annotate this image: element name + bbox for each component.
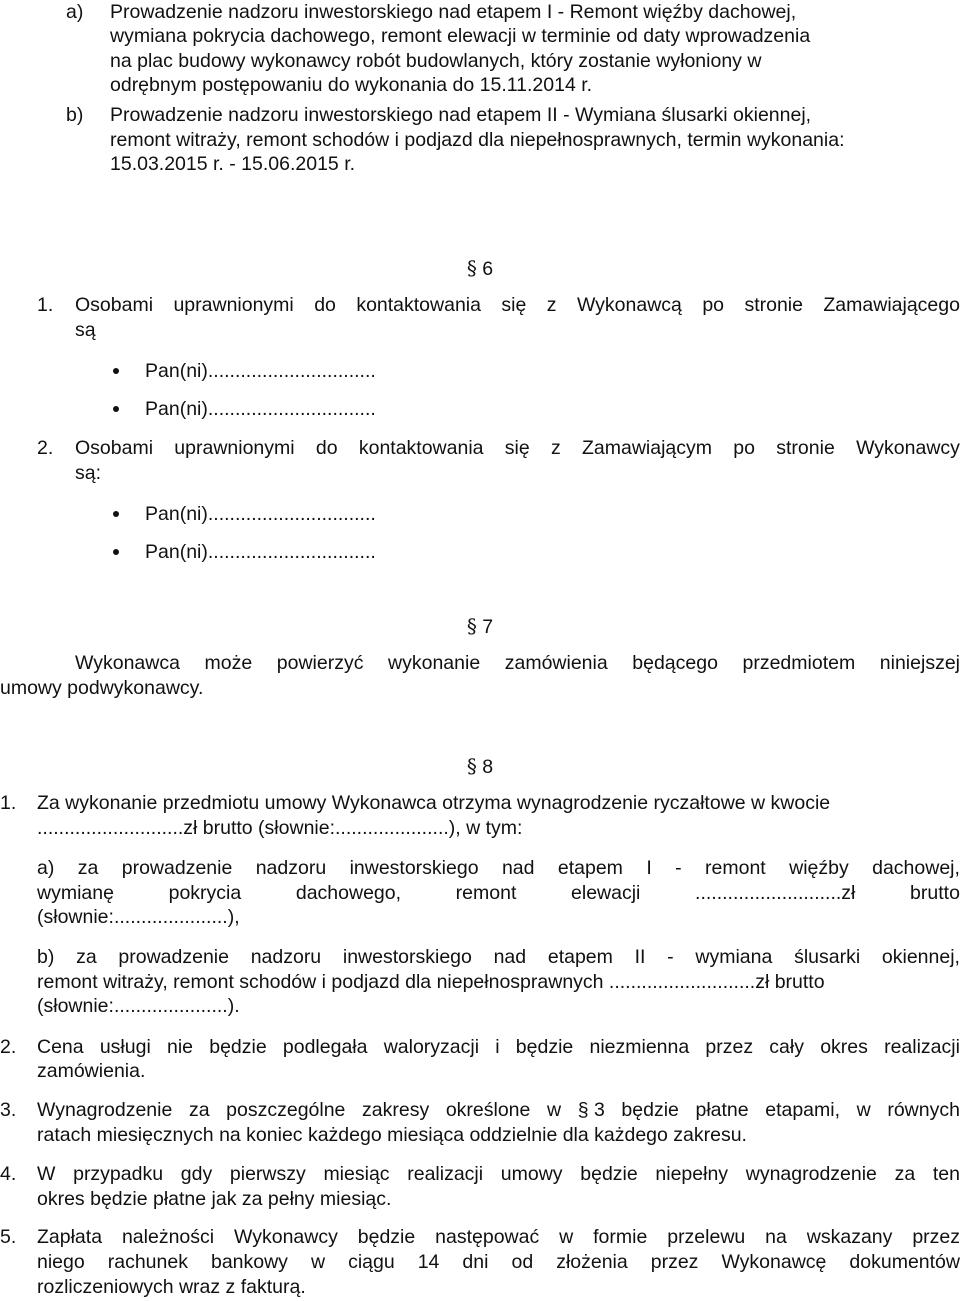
word: przedmiotem: [742, 652, 856, 674]
s8-p1-line: Za wykonanie przedmiotu umowy Wykonawca otrzyma wynagrodzenie ryczałtowe w kwocie: [37, 792, 831, 814]
word: gdy: [180, 1163, 213, 1185]
word: okiennej,: [881, 946, 960, 968]
word: może: [204, 652, 253, 674]
word: pierwszy: [229, 1163, 306, 1185]
section-6-heading: [0, 256, 960, 281]
word: nad: [501, 857, 535, 879]
word: uprawnionymi: [174, 437, 295, 459]
s8-p1-marker: 1.: [0, 792, 17, 814]
word: dokumentów: [849, 1251, 960, 1273]
word: do: [315, 437, 338, 459]
item-a-line: na plac budowy wykonawcy robót budowlanych, który zostanie wyłoniony w: [110, 50, 762, 72]
word: stronie: [776, 437, 835, 459]
word: do: [314, 294, 336, 316]
word: wskazany: [806, 1226, 893, 1248]
word: remont: [455, 882, 517, 904]
word: poszczególne: [226, 1099, 346, 1121]
word: ślusarki: [794, 946, 861, 968]
word: powierzyć: [276, 652, 364, 674]
word: prowadzenie: [118, 946, 229, 968]
section-number: 6: [482, 258, 494, 280]
word: nadzoru: [255, 857, 327, 879]
word: kontaktowania: [358, 437, 484, 459]
bullet-icon: [113, 511, 119, 517]
s8-p5-line: [37, 1225, 960, 1249]
word: I: [646, 857, 652, 879]
word: -: [667, 946, 674, 968]
word: ciągu: [348, 1251, 395, 1273]
section-7-heading: [0, 614, 960, 639]
word: umowy: [500, 1163, 563, 1185]
word: należności: [121, 1226, 215, 1248]
word: równych: [887, 1099, 960, 1121]
s8-p4-line: [37, 1162, 960, 1186]
bullet-icon: [113, 368, 119, 374]
item-a-line: Prowadzenie nadzoru inwestorskiego nad etapem I - Remont więźby dachowej,: [110, 1, 797, 23]
item-a-marker: a): [66, 1, 84, 23]
word: miesiąc: [323, 1163, 390, 1185]
word: Wykonawcy: [234, 1226, 338, 1248]
word: etapem: [557, 857, 623, 879]
word: określone: [445, 1099, 531, 1121]
item-b-marker: b): [66, 104, 84, 126]
word: na: [765, 1226, 787, 1248]
bullet-icon: [113, 406, 119, 412]
word: przypadku: [73, 1163, 164, 1185]
word: zamówienia: [504, 652, 608, 674]
word: -: [675, 857, 682, 879]
word: Wynagrodzenie: [37, 1099, 173, 1121]
word: brutto: [910, 882, 960, 904]
s8-p2-marker: 2.: [0, 1036, 17, 1058]
word: Osobami: [75, 294, 154, 316]
s6-p1-line: [75, 293, 960, 317]
word: następować: [435, 1226, 540, 1248]
word: przez: [912, 1226, 960, 1248]
s8-p1-a-line: [37, 881, 960, 905]
word: się: [504, 437, 530, 459]
section-number: 7: [482, 616, 494, 638]
s6-p1-cont: są: [75, 319, 96, 341]
word: niezmienna: [589, 1036, 690, 1058]
word: Wykonawcę: [721, 1251, 827, 1273]
s7-line: [75, 651, 960, 675]
word: nie: [166, 1036, 194, 1058]
word: podlegała: [282, 1036, 368, 1058]
word: 14: [417, 1251, 440, 1273]
word: elewacji: [571, 882, 641, 904]
s6-p2-marker: 2.: [37, 437, 54, 459]
s6-p2-line: [75, 436, 960, 460]
word: z: [550, 437, 561, 459]
s7-cont: umowy podwykonawcy.: [0, 677, 204, 699]
word: realizacji: [884, 1036, 960, 1058]
word: bankowy: [210, 1251, 288, 1273]
word: rachunek: [107, 1251, 188, 1273]
item-a-line: odrębnym postępowaniu do wykonania do 15.11.2014 r.: [110, 74, 593, 96]
word: cały: [769, 1036, 804, 1058]
word: będzie: [580, 1163, 638, 1185]
item-b-line: 15.03.2015 r. - 15.06.2015 r.: [110, 153, 356, 175]
word: Wykonawcą: [576, 294, 682, 316]
word: będzie: [209, 1036, 267, 1058]
word: kontaktowania: [356, 294, 481, 316]
list-item: Pan(ni)...............................: [145, 360, 376, 382]
word: § 3: [577, 1099, 605, 1121]
word: wymiana: [695, 946, 773, 968]
word: prowadzenie: [121, 857, 233, 879]
word: Zamawiającego: [823, 294, 960, 316]
word: inwestorskiego: [342, 946, 472, 968]
s8-p2-line: [37, 1035, 960, 1059]
word: złożenia: [556, 1251, 628, 1273]
s6-p1-marker: 1.: [37, 294, 54, 316]
word: więźby: [789, 857, 849, 879]
word: w: [310, 1251, 326, 1273]
s8-p3-marker: 3.: [0, 1099, 17, 1121]
word: W: [37, 1163, 56, 1185]
word: Wykonawcy: [856, 437, 960, 459]
word: wynagrodzenie: [745, 1163, 877, 1185]
word: i: [495, 1036, 500, 1058]
list-item: Pan(ni)...............................: [145, 541, 376, 563]
word: okres: [820, 1036, 868, 1058]
word: formie: [593, 1226, 648, 1248]
word: w: [546, 1099, 562, 1121]
word: płatne: [695, 1099, 749, 1121]
word: niepełny: [655, 1163, 729, 1185]
word: wykonanie: [388, 652, 481, 674]
s8-p5-line: [37, 1250, 960, 1274]
word: wymianę: [37, 882, 114, 904]
word: remont: [705, 857, 766, 879]
word: usługi: [99, 1036, 151, 1058]
word: b): [37, 946, 55, 968]
word: ...........................zł: [695, 882, 856, 904]
word: z: [546, 294, 557, 316]
word: przelewu: [667, 1226, 746, 1248]
word: ten: [932, 1163, 960, 1185]
word: będącego: [632, 652, 718, 674]
word: stronie: [744, 294, 803, 316]
s8-p3-cont: ratach miesięcznych na koniec każdego miesiąca oddzielnie dla każdego zakresu.: [37, 1124, 747, 1146]
word: po: [702, 294, 725, 316]
word: w: [559, 1226, 574, 1248]
word: niniejszej: [879, 652, 960, 674]
section-symbol: §: [466, 754, 477, 778]
word: waloryzacji: [383, 1036, 480, 1058]
word: realizacji: [407, 1163, 484, 1185]
word: przez: [705, 1036, 754, 1058]
item-b-line: Prowadzenie nadzoru inwestorskiego nad etapem II - Wymiana ślusarki okiennej,: [110, 104, 812, 126]
word: Zamawiającym: [582, 437, 713, 459]
word: po: [733, 437, 755, 459]
s8-p5-cont: rozliczeniowych wraz z fakturą.: [37, 1276, 306, 1298]
word: II: [634, 946, 646, 968]
word: będzie: [621, 1099, 679, 1121]
word: za: [188, 1099, 210, 1121]
s8-p3-line: [37, 1098, 960, 1122]
word: dni: [462, 1251, 489, 1273]
section-number: 8: [482, 756, 494, 778]
word: niego: [37, 1251, 85, 1273]
word: przez: [650, 1251, 699, 1273]
word: etapami,: [765, 1099, 841, 1121]
word: będzie: [357, 1226, 416, 1248]
list-item: Pan(ni)...............................: [145, 398, 376, 420]
section-8-heading: [0, 754, 960, 779]
s8-p1-b-line: remont witraży, remont schodów i podjazd dla niepełnosprawnych ...........................zł brutto: [37, 971, 825, 993]
word: zakresy: [362, 1099, 430, 1121]
item-a-line: wymiana pokrycia dachowego, remont elewacji w terminie od daty wprowadzenia: [110, 25, 811, 47]
word: uprawnionymi: [173, 294, 294, 316]
s8-p2-cont: zamówienia.: [37, 1060, 146, 1082]
s8-p4-cont: okres będzie płatne jak za pełny miesiąc.: [37, 1188, 392, 1210]
word: pokrycia: [168, 882, 242, 904]
list-item: Pan(ni)...............................: [145, 503, 376, 525]
section-symbol: §: [466, 256, 477, 280]
bullet-icon: [113, 549, 119, 555]
word: a): [37, 857, 55, 879]
word: w: [856, 1099, 871, 1121]
s8-p1-a-line: (słownie:.....................),: [37, 906, 240, 928]
word: się: [501, 294, 527, 316]
word: nad: [493, 946, 527, 968]
word: będzie: [515, 1036, 574, 1058]
word: za: [76, 946, 97, 968]
word: za: [77, 857, 99, 879]
s6-p2-cont: są:: [75, 462, 102, 484]
word: nadzoru: [250, 946, 322, 968]
section-symbol: §: [466, 614, 477, 638]
s8-p4-marker: 4.: [0, 1163, 17, 1185]
word: od: [511, 1251, 534, 1273]
word: Osobami: [75, 437, 154, 459]
s8-p1-a-line: [37, 856, 960, 880]
s8-p1-b-line: [37, 945, 960, 969]
word: Cena: [37, 1036, 84, 1058]
s8-p1-b-line: (słownie:.....................).: [37, 995, 240, 1017]
s8-p5-marker: 5.: [0, 1226, 17, 1248]
item-b-line: remont witraży, remont schodów i podjazd dla niepełnosprawnych, termin wykonania:: [110, 129, 845, 151]
word: za: [894, 1163, 916, 1185]
word: inwestorskiego: [349, 857, 479, 879]
word: dachowego,: [295, 882, 402, 904]
word: Wykonawca: [75, 652, 180, 674]
s8-p1-line: ...........................zł brutto (słownie:.....................), w tym:: [37, 817, 523, 839]
word: dachowej,: [872, 857, 960, 879]
word: Zapłata: [37, 1226, 103, 1248]
word: etapem: [547, 946, 613, 968]
